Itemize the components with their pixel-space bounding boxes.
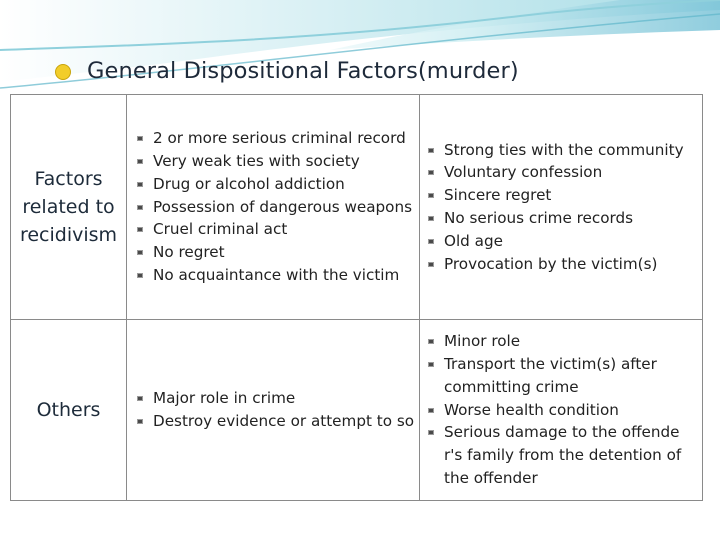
yellow-circle-icon — [55, 64, 71, 80]
row-header-line: Others — [36, 399, 101, 421]
list-item: Cruel criminal act — [131, 218, 419, 241]
aggravating-factors-cell — [127, 95, 420, 320]
factors-table — [10, 94, 703, 501]
aggravating-list — [131, 387, 419, 433]
table-row — [11, 95, 703, 320]
mitigating-list — [422, 330, 702, 490]
row-header-line: recidivism — [19, 224, 118, 246]
mitigating-list — [422, 139, 702, 276]
list-item: 2 or more serious criminal record — [131, 127, 419, 150]
list-item: Worse health condition — [422, 399, 702, 422]
list-item: Drug or alcohol addiction — [131, 173, 419, 196]
list-item: Transport the victim(s) after committing crime — [422, 353, 702, 399]
mitigating-factors-cell — [420, 95, 703, 320]
row-header-line: Factors — [34, 168, 103, 190]
slide-title-text: General Dispositional Factors(murder) — [87, 58, 519, 84]
aggravating-list — [131, 127, 419, 287]
list-item: Provocation by the victim(s) — [422, 253, 702, 276]
list-item: Major role in crime — [131, 387, 419, 410]
list-item: Destroy evidence or attempt to so — [131, 410, 419, 433]
row-header-line: related to — [22, 196, 115, 218]
list-item: Old age — [422, 230, 702, 253]
list-item: Strong ties with the community — [422, 139, 702, 162]
mitigating-factors-cell — [420, 320, 703, 501]
table-row — [11, 320, 703, 501]
list-item: Minor role — [422, 330, 702, 353]
row-header-others — [11, 320, 127, 501]
list-item: Sincere regret — [422, 184, 702, 207]
row-header-recidivism — [11, 95, 127, 320]
list-item: Very weak ties with society — [131, 150, 419, 173]
slide-title — [55, 56, 519, 86]
list-item: Possession of dangerous weapons — [131, 196, 419, 219]
list-item: No serious crime records — [422, 207, 702, 230]
aggravating-factors-cell — [127, 320, 420, 501]
list-item: Voluntary confession — [422, 161, 702, 184]
list-item: No regret — [131, 241, 419, 264]
list-item: No acquaintance with the victim — [131, 264, 419, 287]
list-item: Serious damage to the offende r's family from the detention of the offender — [422, 421, 702, 489]
